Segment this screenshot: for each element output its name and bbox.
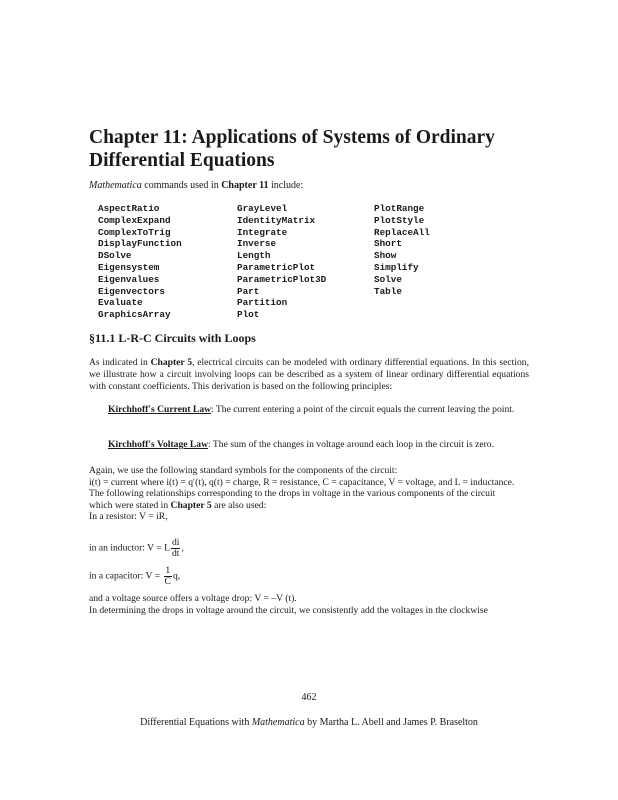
intro-end: include:	[268, 180, 304, 191]
command-item: Show	[374, 250, 397, 262]
command-item: Part	[237, 285, 260, 297]
command-item: Solve	[374, 273, 402, 285]
intro-mid: commands used in	[141, 180, 222, 191]
command-item: AspectRatio	[98, 203, 160, 214]
voltage-law	[108, 439, 528, 451]
command-item: ParametricPlot	[237, 261, 316, 273]
section-title: §11.1 L-R-C Circuits with Loops	[89, 331, 256, 345]
voltage-law-heading: Kirchhoff's Voltage Law	[108, 439, 209, 450]
capacitor-text: in a capacitor: V =	[89, 570, 163, 582]
inductor-fraction	[171, 538, 180, 559]
voltage-source-line: and a voltage source offers a voltage drop: V = –V (t).	[89, 593, 297, 604]
command-item: ReplaceAll	[374, 226, 430, 238]
chapter-title-line-2: Differential Equations	[89, 150, 275, 171]
commands-column-2	[237, 203, 326, 321]
inductor-text: in an inductor: V = L	[89, 542, 170, 554]
command-item: DSolve	[98, 250, 132, 262]
chapter-ref: Chapter 5	[170, 499, 212, 511]
command-item: Simplify	[374, 261, 419, 273]
command-item: Table	[374, 285, 402, 297]
page-footer	[0, 717, 618, 728]
current-law-heading: Kirchhoff's Current Law	[108, 404, 212, 415]
last-line: In determining the drops in voltage around the circuit, we consistently add the voltages in the clockwise	[89, 604, 488, 616]
command-item: ComplexExpand	[98, 214, 171, 226]
closing-lines	[89, 593, 529, 616]
command-item: Inverse	[237, 238, 277, 250]
stated-text: are also used:	[211, 499, 267, 511]
chapter-ref: Chapter 5	[150, 357, 193, 368]
stated-line	[89, 500, 529, 512]
commands-intro	[89, 180, 303, 191]
commands-column-3	[374, 203, 430, 297]
command-item: Eigenvectors	[98, 285, 165, 297]
command-item: PlotStyle	[374, 214, 425, 226]
symbols-line: Again, we use the following standard symbols for the components of the circuit:	[89, 465, 398, 476]
current-law-text: : The current entering a point of the circuit equals the current leaving the point.	[211, 404, 515, 415]
command-item: ComplexToTrig	[98, 226, 171, 238]
fraction-numerator: 1	[165, 565, 171, 576]
capacitor-equation	[89, 566, 180, 587]
command-item: Evaluate	[98, 297, 143, 309]
footer-text: Differential Equations with	[140, 717, 252, 728]
command-item: IdentityMatrix	[237, 214, 316, 226]
command-item: GraphicsArray	[98, 309, 171, 321]
symbols-definitions: i(t) = current where i(t) = q′(t), q(t) = charge, R = resistance, C = capacitance, V = voltage, and L = inductance.	[89, 476, 515, 488]
command-item: Eigenvalues	[98, 273, 160, 285]
command-item: DisplayFunction	[98, 238, 182, 250]
chapter-title-line-1: Chapter 11: Applications of Systems of Ordinary	[89, 127, 495, 148]
voltage-law-text: : The sum of the changes in voltage around each loop in the circuit is zero.	[208, 439, 494, 450]
intro-chapter-ref: Chapter 11	[221, 180, 269, 191]
intro-mathematica: Mathematica	[89, 180, 142, 191]
page-number: 462	[301, 692, 317, 703]
intro-paragraph	[89, 357, 529, 392]
command-item: Length	[237, 250, 271, 262]
command-item: Partition	[237, 297, 288, 309]
inductor-equation	[89, 538, 184, 559]
para-text: , electrical circuits can be modeled with ordinary differential equations. In this section, we illustrate how a circuit involving loops can be described as a system of linear ordinary differential equations with constant coefficients. This derivation is based on the following principles:	[89, 357, 529, 392]
capacitor-post: q,	[172, 570, 181, 582]
command-item: GrayLevel	[237, 203, 288, 214]
command-item: ParametricPlot3D	[237, 273, 327, 285]
fraction-denominator: dt	[172, 548, 180, 559]
fraction-numerator: di	[172, 537, 180, 548]
command-item: Integrate	[237, 226, 288, 238]
stated-text: which were stated in	[89, 499, 171, 511]
current-law	[108, 404, 528, 416]
command-item: Short	[374, 238, 402, 250]
footer-mathematica: Mathematica	[251, 717, 305, 728]
symbols-block	[89, 465, 529, 523]
command-item: Plot	[237, 309, 260, 321]
resistor-line: In a resistor: V = iR,	[89, 511, 168, 523]
capacitor-fraction	[164, 566, 172, 587]
relations-line: The following relationships corresponding to the drops in voltage in the various components of the circuit	[89, 488, 496, 500]
commands-column-1	[98, 203, 182, 321]
command-item: Eigensystem	[98, 261, 160, 273]
command-item: PlotRange	[374, 203, 425, 214]
chapter-title	[89, 126, 495, 172]
fraction-denominator: C	[164, 576, 171, 587]
footer-authors: by Martha L. Abell and James P. Braselton	[304, 717, 478, 728]
inductor-post: ,	[181, 542, 184, 554]
para-text: As indicated in	[89, 357, 151, 368]
